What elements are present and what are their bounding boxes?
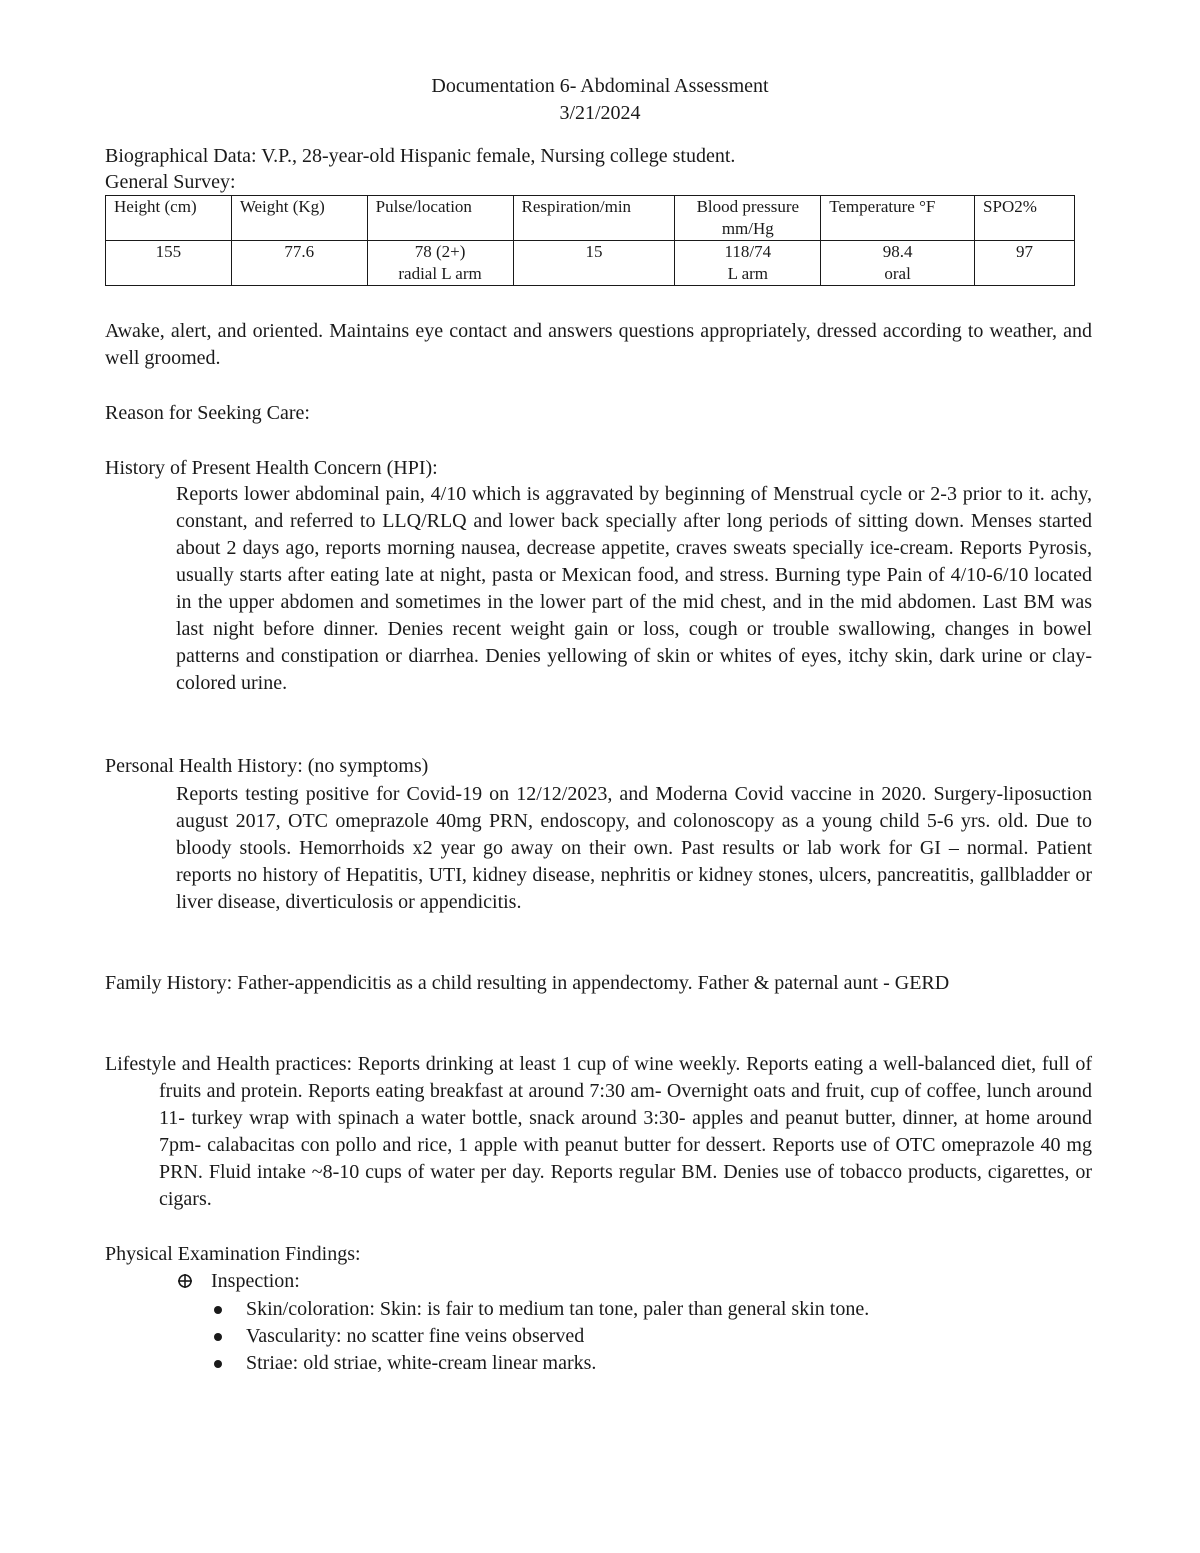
header-spo2: SPO2%: [975, 196, 1075, 241]
list-item: [246, 1350, 596, 1377]
table-row: [106, 241, 1075, 286]
exam-findings-label: Physical Examination Findings:: [105, 1243, 361, 1265]
header-weight: Weight (Kg): [231, 196, 367, 241]
header-respiration: Respiration/min: [513, 196, 675, 241]
pulse-location: radial L arm: [398, 264, 482, 283]
biographical-data: Biographical Data: V.P., 28-year-old Hispanic female, Nursing college student.: [105, 145, 736, 167]
vital-signs-table: [105, 195, 1075, 286]
bullet-dot-icon: [214, 1333, 222, 1341]
list-item: [246, 1296, 869, 1323]
document-title: Documentation 6- Abdominal Assessment: [431, 75, 769, 97]
lifestyle-text: Lifestyle and Health practices: Reports drinking at least 1 cup of wine weekly. Reports eating a well-balanced diet, full of fruits and protein. Reports eating breakfast at around 7:30 am- Overnight oats and fruit, cup of coffee, lunch around 11- turkey wrap with spinach a water bottle, snack around 3:30- apples and peanut butter, dinner, at home around 7pm- calabacitas con pollo and rice, 1 apple with peanut butter for dessert. Reports use of OTC omeprazole 40 mg PRN. Fluid intake ~8-10 cups of water per day. Reports regular BM. Denies use of tobacco products, cigarettes, or cigars.: [105, 1053, 1092, 1210]
header-temperature: Temperature °F: [821, 196, 975, 241]
cross-bullet-icon: [177, 1273, 193, 1289]
header-blood-pressure: [675, 196, 821, 241]
value-weight: 77.6: [231, 241, 367, 286]
temperature-value: 98.4: [882, 242, 913, 261]
inspection-label: Inspection:: [211, 1270, 300, 1292]
value-spo2: 97: [975, 241, 1075, 286]
bp-location: L arm: [727, 264, 769, 283]
value-respiration: 15: [513, 241, 675, 286]
hpi-text: Reports lower abdominal pain, 4/10 which is aggravated by beginning of Menstrual cycle or 2-3 prior to it. achy, constant, and referred to LLQ/RLQ and lower back specially after long periods of sitting down. Menses started about 2 days ago, reports morning nausea, decrease appetite, craves sweats specially ice-cream. Reports Pyrosis, usually starts after eating late at night, pasta or Mexican food, and stress. Burning type Pain of 4/10-6/10 located in the upper abdomen and sometimes in the lower part of the mid chest, and in the mid abdomen. Last BM was last night before dinner. Denies recent weight gain or loss, cough or trouble swallowing, changes in bowel patterns and constipation or diarrhea. Denies yellowing of skin or whites of eyes, itchy skin, dark urine or clay-colored urine.: [176, 483, 1092, 694]
bullet-dot-icon: [214, 1360, 222, 1368]
value-height: 155: [106, 241, 232, 286]
temperature-route: oral: [884, 264, 911, 283]
value-blood-pressure: [675, 241, 821, 286]
pulse-value: 78 (2+): [414, 242, 466, 261]
reason-for-care-label: Reason for Seeking Care:: [105, 402, 310, 424]
personal-history-label: Personal Health History: (no symptoms): [105, 755, 429, 777]
value-pulse: [367, 241, 513, 286]
general-survey-label: General Survey:: [105, 171, 236, 193]
bullet-dot-icon: [214, 1306, 222, 1314]
inspection-item-striae: Striae: old striae, white-cream linear marks.: [246, 1352, 597, 1374]
inspection-item-skin: Skin/coloration: Skin: is fair to medium tan tone, paler than general skin tone.: [246, 1298, 870, 1320]
inspection-item-vascularity: Vascularity: no scatter fine veins observed: [246, 1325, 585, 1347]
bp-value: 118/74: [724, 242, 772, 261]
inspection-heading: [211, 1268, 300, 1295]
table-header-row: [106, 196, 1075, 241]
header-bp-unit: mm/Hg: [721, 219, 774, 238]
list-item: [246, 1323, 584, 1350]
document-date: 3/21/2024: [559, 102, 641, 124]
header-pulse: Pulse/location: [367, 196, 513, 241]
hpi-label: History of Present Health Concern (HPI):: [105, 457, 438, 479]
header-bp-label: Blood pressure: [696, 197, 800, 216]
personal-history-text: Reports testing positive for Covid-19 on 12/12/2023, and Moderna Covid vaccine in 2020. Surgery-liposuction august 2017, OTC omeprazole 40mg PRN, endoscopy, and colonoscopy as a young child 5-6 yrs. old. Due to bloody stools. Hemorrhoids x2 year go away on their own. Past results or lab work for GI – normal. Patient reports no history of Hepatitis, UTI, kidney disease, nephritis or kidney stones, ulcers, pancreatitis, gallbladder or liver disease, diverticulosis or appendicitis.: [176, 783, 1092, 913]
header-height: Height (cm): [106, 196, 232, 241]
value-temperature: [821, 241, 975, 286]
family-history-text: Family History: Father-appendicitis as a child resulting in appendectomy. Father & paternal aunt - GERD: [105, 972, 950, 994]
general-survey-text: Awake, alert, and oriented. Maintains eye contact and answers questions appropriately, dressed according to weather, and well groomed.: [105, 320, 1092, 369]
